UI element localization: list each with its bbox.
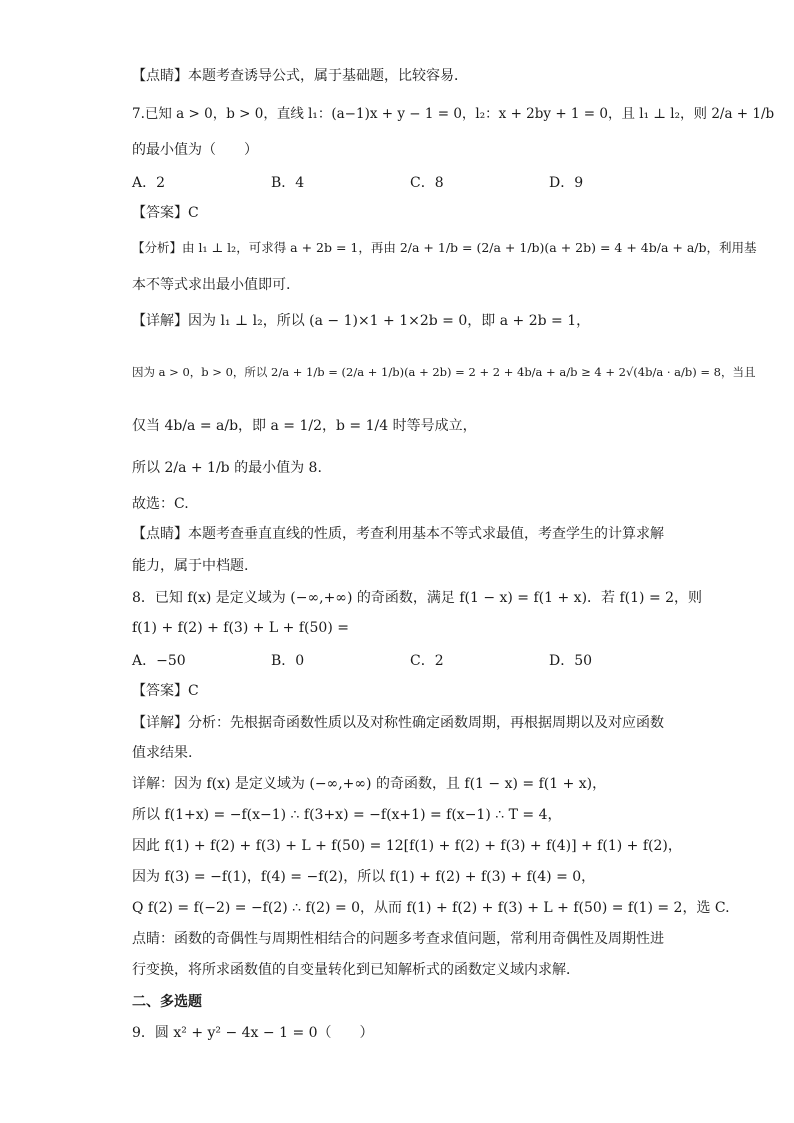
text-line: 故选：C.: [132, 496, 189, 512]
option-c: C．8: [410, 175, 444, 191]
math-line: Q f(2) = f(−2) = −f(2) ∴ f(2) = 0，从而 f(1) + f(2) + f(3) + L + f(50) = f(1) = 2，选 C.: [132, 900, 730, 916]
question-8-options: [132, 650, 692, 670]
option-a: A．2: [132, 175, 166, 191]
math-line: 因此 f(1) + f(2) + f(3) + L + f(50) = 12[f(1) + f(2) + f(3) + f(4)] + f(1) + f(2)，: [132, 838, 682, 854]
detail-line: 【详解】因为 l₁ ⊥ l₂，所以 (a − 1)×1 + 1×2b = 0，即 a + 2b = 1，: [132, 313, 591, 329]
detail-line: 【详解】分析：先根据奇函数性质以及对称性确定函数周期，再根据周期以及对应函数: [132, 715, 664, 731]
math-line: f(1) + f(2) + f(3) + L + f(50) =: [132, 620, 349, 636]
text-line: 的最小值为（ ）: [132, 142, 258, 158]
text-line: 本不等式求出最小值即可.: [132, 277, 291, 293]
text-line: 能力，属于中档题.: [132, 558, 249, 574]
option-c: C．2: [410, 653, 444, 669]
text-line: 【点睛】本题考查诱导公式，属于基础题，比较容易．: [132, 68, 468, 84]
text-line: 行变换，将所求函数值的自变量转化到已知解析式的函数定义域内求解．: [132, 962, 580, 978]
question-7-stem: 7.已知 a > 0，b > 0，直线 l₁：(a−1)x + y − 1 = 0，l₂：x + 2by + 1 = 0，且 l₁ ⊥ l₂，则 2/a + 1/b: [132, 106, 775, 122]
question-9-stem: 9．圆 x² + y² − 4x − 1 = 0（ ）: [132, 1025, 374, 1041]
math-line: 所以 2/a + 1/b 的最小值为 8.: [132, 460, 322, 476]
math-line: 因为 a > 0，b > 0，所以 2/a + 1/b = (2/a + 1/b)(a + 2b) = 2 + 2 + 4b/a + a/b ≥ 4 + 2√(4b/a · a/b) = 8，当且: [132, 365, 756, 379]
math-line: 所以 f(1+x) = −f(x−1) ∴ f(3+x) = −f(x+1) = f(x−1) ∴ T = 4，: [132, 807, 562, 823]
question-8-stem: 8．已知 f(x) 是定义域为 (−∞,+∞) 的奇函数，满足 f(1 − x) = f(1 + x)．若 f(1) = 2，则: [132, 590, 703, 606]
option-b: B．4: [271, 175, 305, 191]
math-line: 因为 f(3) = −f(1)，f(4) = −f(2)，所以 f(1) + f(2) + f(3) + f(4) = 0，: [132, 869, 596, 885]
section-heading: 二、多选题: [132, 994, 202, 1010]
option-d: D．9: [549, 175, 584, 191]
analysis-line: 【分析】由 l₁ ⊥ l₂，可求得 a + 2b = 1，再由 2/a + 1/b = (2/a + 1/b)(a + 2b) = 4 + 4b/a + a/b，利用基: [132, 240, 757, 255]
answer-line: 【答案】C: [132, 683, 199, 699]
text-line: 值求结果.: [132, 745, 193, 761]
answer-line: 【答案】C: [132, 205, 199, 221]
math-line: 仅当 4b/a = a/b，即 a = 1/2，b = 1/4 时等号成立，: [132, 418, 477, 434]
comment-line: 【点睛】本题考查垂直直线的性质，考查利用基本不等式求最值，考查学生的计算求解: [132, 526, 664, 542]
option-a: A．−50: [132, 653, 186, 669]
comment-line: 点睛：函数的奇偶性与周期性相结合的问题多考查求值问题，常利用奇偶性及周期性进: [132, 931, 664, 947]
math-line: 详解：因为 f(x) 是定义域为 (−∞,+∞) 的奇函数，且 f(1 − x) = f(1 + x)，: [132, 776, 607, 792]
option-d: D．50: [549, 653, 593, 669]
option-b: B．0: [271, 653, 305, 669]
question-7-options: [132, 172, 692, 192]
